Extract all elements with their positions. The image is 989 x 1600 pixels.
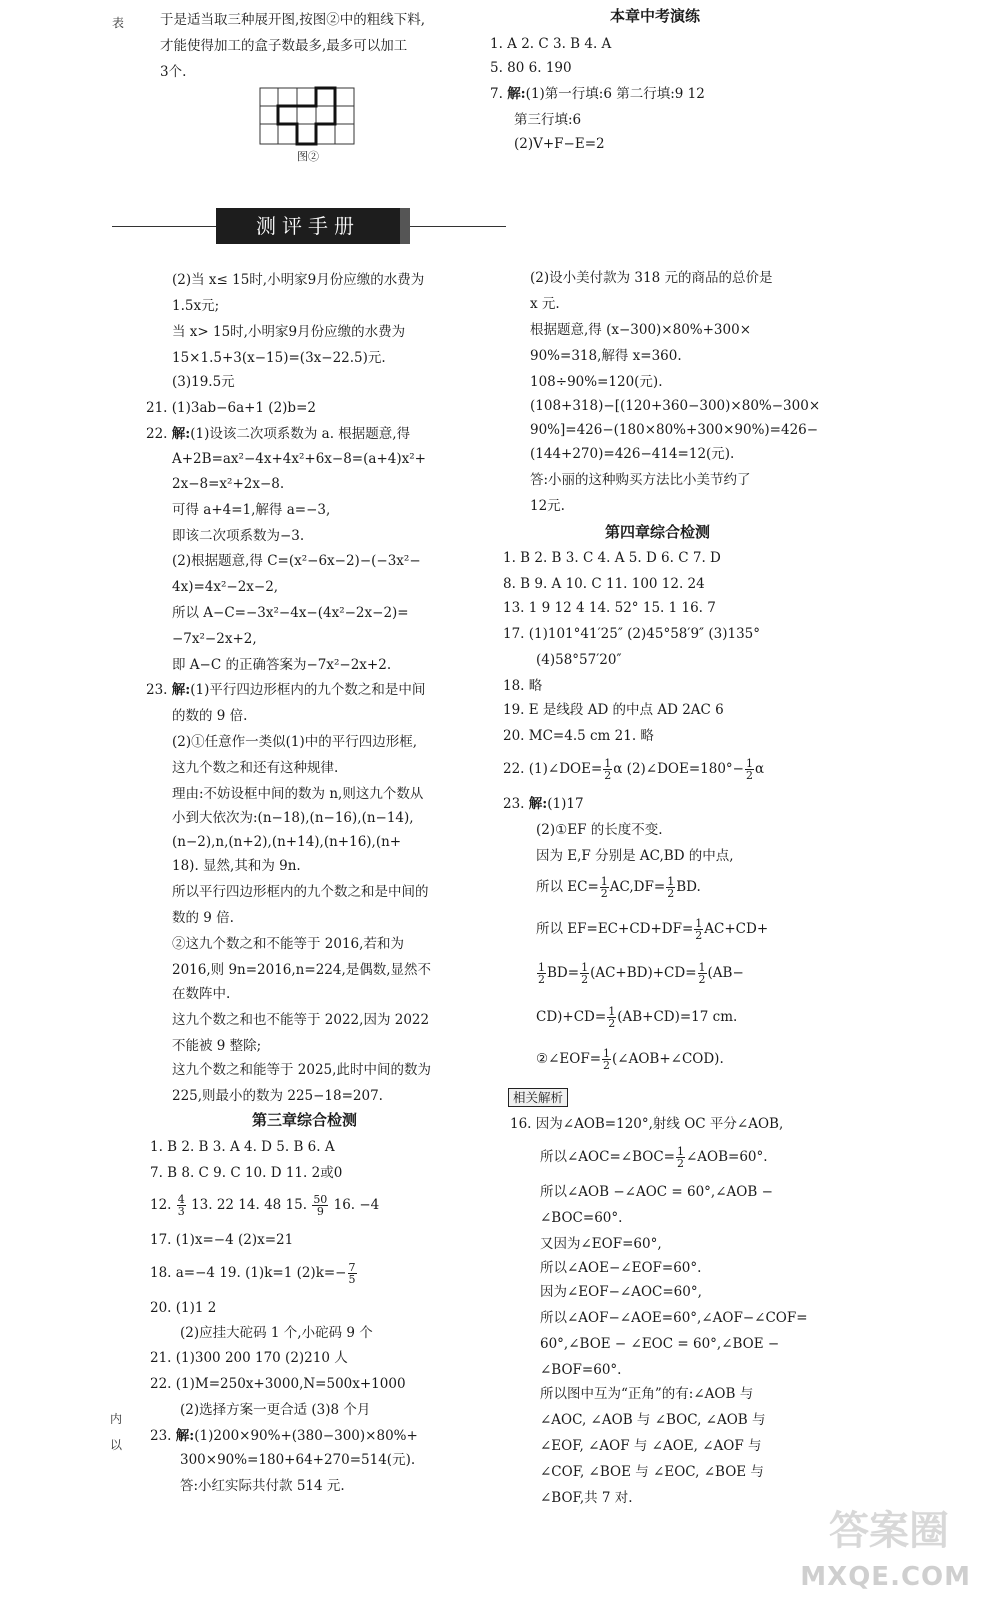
text-line: 23. 解:(1)平行四边形框内的九个数之和是中间 xyxy=(146,682,426,698)
answer-line: (2)选择方案一更合适 (3)8 个月 xyxy=(180,1402,371,1418)
answer-line: (2)①EF 的长度不变. xyxy=(536,822,663,838)
answer-line: 1. B 2. B 3. C 4. A 5. D 6. C 7. D xyxy=(503,550,721,566)
text-line: (2)设小美付款为 318 元的商品的总价是 xyxy=(530,270,773,286)
text-line: 108÷90%=120(元). xyxy=(530,374,663,390)
answer-line: 7. B 8. C 9. C 10. D 11. 2或0 xyxy=(150,1165,343,1181)
explanation-line: ∠EOF, ∠AOF 与 ∠AOE, ∠AOF 与 xyxy=(540,1438,762,1454)
text-line: 可得 a+4=1,解得 a=−3, xyxy=(172,502,331,518)
text-line: 3个. xyxy=(160,64,187,80)
banner-rule xyxy=(112,226,216,227)
text-line: x 元. xyxy=(530,296,560,312)
text-line: (2)根据题意,得 C=(x²−6x−2)−(−3x²− xyxy=(172,553,421,569)
section-title: 本章中考演练 xyxy=(610,7,701,25)
explanation-line: 所以∠AOC=∠BOC= $\frac{1}{2}$ ∠AOB=60°. xyxy=(540,1145,768,1170)
answer-line: 12. $\frac{4}{3}$ 13. 22 14. 48 15. $\frac{50}{9}$ 16. −4 xyxy=(150,1193,380,1218)
answer-line: 因为 E,F 分别是 AC,BD 的中点, xyxy=(536,848,734,864)
section-title: 第四章综合检测 xyxy=(605,523,711,541)
answer-line: 23. 解:(1)17 xyxy=(503,796,584,812)
text-line: 的数的 9 倍. xyxy=(172,708,248,724)
edge-mark: 内 xyxy=(110,1412,123,1426)
text-line: 于是适当取三种展开图,按图②中的粗线下料, xyxy=(160,12,426,28)
answer-line: 8. B 9. A 10. C 11. 100 12. 24 xyxy=(503,576,705,592)
text-line: 所以 A−C=−3x²−4x−(4x²−2x−2)= xyxy=(172,605,409,621)
answer-line: 19. E 是线段 AD 的中点 AD 2AC 6 xyxy=(503,702,724,718)
related-analysis-label: 相关解析 xyxy=(508,1088,568,1107)
answer-line: 23. 解:(1)200×90%+(380−300)×80%+ xyxy=(150,1428,418,1444)
answer-line: 20. MC=4.5 cm 21. 略 xyxy=(503,728,654,744)
text-line: 当 x> 15时,小明家9月份应缴的水费为 xyxy=(172,324,406,340)
answer-line: (4)58°57′20″ xyxy=(536,652,622,668)
explanation-line: 所以∠AOB −∠AOC = 60°,∠AOB − xyxy=(540,1184,773,1200)
answer-line: (2)应挂大砣码 1 个,小砣码 9 个 xyxy=(180,1325,373,1341)
answer-line: 21. (1)300 200 170 (2)210 人 xyxy=(150,1350,348,1366)
answer-line: 5. 80 6. 190 xyxy=(490,60,572,76)
text-line: 这九个数之和还有这种规律. xyxy=(172,760,339,776)
answer-line: ②∠EOF= $\frac{1}{2}$ (∠AOB+∠COD). xyxy=(536,1047,724,1072)
text-line: 即该二次项系数为−3. xyxy=(172,528,305,544)
text-line: 理由:不妨设框中间的数为 n,则这九个数从 xyxy=(172,786,424,802)
section-title: 第三章综合检测 xyxy=(252,1111,358,1129)
explanation-line: ∠BOF=60°. xyxy=(540,1362,622,1378)
text-line: 这九个数之和能等于 2025,此时中间的数为 xyxy=(172,1062,431,1078)
answer-line: 13. 1 9 12 4 14. 52° 15. 1 16. 7 xyxy=(503,600,716,616)
text-line: 90%=318,解得 x=360. xyxy=(530,348,682,364)
answer-line: 答:小红实际共付款 514 元. xyxy=(180,1478,345,1494)
explanation-line: ∠BOC=60°. xyxy=(540,1210,623,1226)
explanation-line: 16. 因为∠AOB=120°,射线 OC 平分∠AOB, xyxy=(510,1116,784,1132)
answer-line: 7. 解:(1)第一行填:6 第二行填:9 12 xyxy=(490,86,705,102)
text-line: 小到大依次为:(n−18),(n−16),(n−14), xyxy=(172,810,414,826)
text-line: 90%]=426−(180×80%+300×90%)=426− xyxy=(530,422,819,438)
text-line: 12元. xyxy=(530,498,565,514)
text-line: 4x)=4x²−2x−2, xyxy=(172,579,279,595)
explanation-line: ∠BOF,共 7 对. xyxy=(540,1490,633,1506)
explanation-line: 因为∠EOF−∠AOC=60°, xyxy=(540,1284,702,1300)
edge-mark: 表 xyxy=(112,16,125,30)
text-line: (3)19.5元 xyxy=(172,374,235,390)
text-line: 根据题意,得 (x−300)×80%+300× xyxy=(530,322,752,338)
text-line: 2x−8=x²+2x−8. xyxy=(172,476,285,492)
banner-rule xyxy=(410,226,506,227)
answer-line: 20. (1)1 2 xyxy=(150,1300,217,1316)
answer-line: 第三行填:6 xyxy=(514,112,582,128)
text-line: (2)当 x≤ 15时,小明家9月份应缴的水费为 xyxy=(172,272,425,288)
answer-line: 300×90%=180+64+270=514(元). xyxy=(180,1452,416,1468)
text-line: 22. 解:(1)设该二次项系数为 a. 根据题意,得 xyxy=(146,426,411,442)
edge-mark: 以 xyxy=(110,1438,123,1452)
explanation-line: 所以图中互为“正角”的有:∠AOB 与 xyxy=(540,1386,754,1402)
watermark-text: MXQE.COM xyxy=(800,1562,971,1592)
text-line: 所以平行四边形框内的九个数之和是中间的 xyxy=(172,884,429,900)
explanation-line: ∠COF, ∠BOE 与 ∠EOC, ∠BOE 与 xyxy=(540,1464,764,1480)
text-line: 数的 9 倍. xyxy=(172,910,234,926)
answer-line: 22. (1)M=250x+3000,N=500x+1000 xyxy=(150,1376,406,1392)
text-line: 18). 显然,其和为 9n. xyxy=(172,858,301,874)
answer-line: 18. a=−4 19. (1)k=1 (2)k=− $\frac{7}{5}$ xyxy=(150,1261,356,1286)
text-line: (n−2),n,(n+2),(n+14),(n+16),(n+ xyxy=(172,834,402,850)
text-line: (144+270)=426−414=12(元). xyxy=(530,446,735,462)
text-line: A+2B=ax²−4x+4x²+6x−8=(a+4)x²+ xyxy=(172,451,426,467)
answer-line: 17. (1)x=−4 (2)x=21 xyxy=(150,1232,294,1248)
section-banner: 测评手册 xyxy=(216,208,400,244)
text-line: 在数阵中. xyxy=(172,986,231,1002)
text-line: 这九个数之和也不能等于 2022,因为 2022 xyxy=(172,1012,430,1028)
figure-caption: 图② xyxy=(297,150,319,163)
text-line: 1.5x元; xyxy=(172,298,220,314)
explanation-line: ∠AOC, ∠AOB 与 ∠BOC, ∠AOB 与 xyxy=(540,1412,766,1428)
answer-line: 所以 EF=EC+CD+DF= $\frac{1}{2}$ AC+CD+ xyxy=(536,917,769,942)
text-line: (2)①任意作一类似(1)中的平行四边形框, xyxy=(172,734,418,750)
answer-line: 17. (1)101°41′25″ (2)45°58′9″ (3)135° xyxy=(503,626,761,642)
text-line: (108+318)−[(120+360−300)×80%−300× xyxy=(530,398,821,414)
answer-line: $\frac{1}{2}$ BD= $\frac{1}{2}$ (AC+BD)+CD= $\frac{1}{2}$ (AB− xyxy=(538,961,744,986)
text-line: −7x²−2x+2, xyxy=(172,631,257,647)
explanation-line: 所以∠AOF−∠AOE=60°,∠AOF−∠COF= xyxy=(540,1310,808,1326)
watermark-logo: 答案圈 xyxy=(829,1508,949,1554)
net-diagram xyxy=(258,86,358,148)
text-line: 2016,则 9n=2016,n=224,是偶数,显然不 xyxy=(172,962,432,978)
answer-line: 所以 EC= $\frac{1}{2}$ AC,DF= $\frac{1}{2}$ BD. xyxy=(536,875,701,900)
answer-line: 1. A 2. C 3. B 4. A xyxy=(490,36,612,52)
text-line: 不能被 9 整除; xyxy=(172,1038,262,1054)
text-line: 15×1.5+3(x−15)=(3x−22.5)元. xyxy=(172,350,386,366)
explanation-line: 所以∠AOE−∠EOF=60°. xyxy=(540,1260,702,1276)
text-line: ②这九个数之和不能等于 2016,若和为 xyxy=(172,936,404,952)
answer-line: (2)V+F−E=2 xyxy=(514,136,605,152)
answer-line: 1. B 2. B 3. A 4. D 5. B 6. A xyxy=(150,1139,335,1155)
answer-line: 22. (1)∠DOE= $\frac{1}{2}$ α (2)∠DOE=180°− $\frac{1}{2}$ α xyxy=(503,757,765,782)
answer-line: 18. 略 xyxy=(503,678,543,694)
explanation-line: 又因为∠EOF=60°, xyxy=(540,1236,662,1252)
text-line: 21. (1)3ab−6a+1 (2)b=2 xyxy=(146,400,316,416)
explanation-line: 60°,∠BOE − ∠EOC = 60°,∠BOE − xyxy=(540,1336,780,1352)
text-line: 答:小丽的这种购买方法比小美节约了 xyxy=(530,472,751,488)
text-line: 即 A−C 的正确答案为−7x²−2x+2. xyxy=(172,657,392,673)
text-line: 225,则最小的数为 225−18=207. xyxy=(172,1088,383,1104)
text-line: 才能使得加工的盒子数最多,最多可以加工 xyxy=(160,38,408,54)
answer-line: CD)+CD= $\frac{1}{2}$ (AB+CD)=17 cm. xyxy=(536,1005,738,1030)
